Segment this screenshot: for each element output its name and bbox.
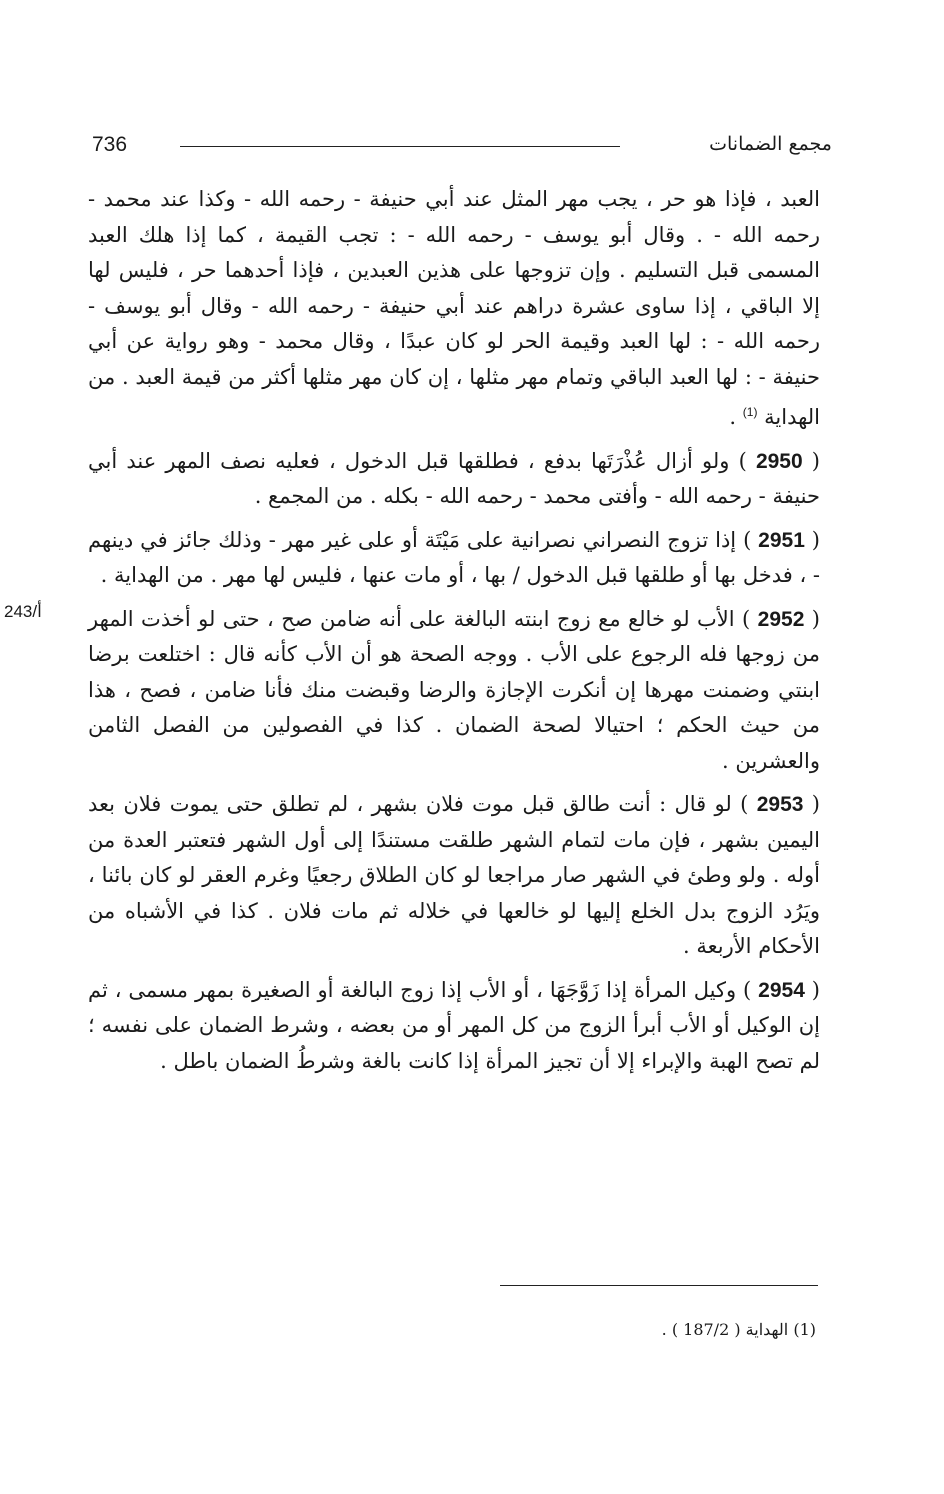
item-number: 2953	[756, 793, 804, 816]
page-header	[92, 133, 832, 173]
paragraph-continuation	[88, 182, 820, 436]
footnote-rule	[500, 1285, 818, 1286]
main-text	[88, 182, 820, 1087]
footnote: (1) الهداية ( 187/2 ) .	[661, 1320, 816, 1339]
paragraph-text: العبد ، فإذا هو حر ، يجب مهر المثل عند أبي حنيفة - رحمه الله - وكذا عند محمد - رحمه الله - . وقال أبو يوسف - رحمه الله - : تجب القيمة ، كما إذا هلك العبد المسمى قبل التسليم . وإن تزوجها على هذين العبدين ، فإذا أحدهما حر ، فليس لها إلا الباقي ، إذا ساوى عشرة دراهم عند أبي حنيفة - رحمه الله - وقال أبو يوسف - رحمه الله - : لها العبد وقيمة الحر لو كان عبدًا ، وقال محمد - وهو رواية عن أبي حنيفة - : لها العبد الباقي وتمام مهر مثلها ، إن كان مهر مثلها أكثر من قيمة العبد . من الهداية	[88, 187, 820, 429]
paragraph-2950: ( 2950 ) ولو أزال عُذْرَتَها بدفع ، فطلقها قبل الدخول ، فعليه نصف المهر عند أبي حنيفة - رحمه الله - وأفتى محمد - رحمه الله - بكله . من المجمع .	[88, 448, 820, 508]
header-rule	[180, 146, 620, 147]
item-number: 2952	[757, 607, 805, 631]
item-number: 2951	[758, 528, 805, 552]
item-number: 2954	[758, 978, 805, 1002]
item-number: 2950	[755, 449, 803, 473]
running-title: مجمع الضمانات	[709, 133, 832, 155]
page-number: 736	[92, 133, 128, 156]
paragraph-2951: ( 2951 ) إذا تزوج النصراني نصرانية على مَيْتَة أو على غير مهر - وذلك جائز في دينهم - ، فدخل بها أو طلقها قبل الدخول / بها ، أو مات عنها ، فليس لها مهر . من الهداية .	[88, 527, 820, 587]
paragraph-text: لو قال : أنت طالق قبل موت فلان بشهر ، لم تطلق حتى يموت فلان بعد اليمين بشهر ، فإن مات لتمام الشهر طلقت مستندًا إلى أول الشهر فتعتبر العدة من أوله . ولو وطئ في الشهر صار مراجعا لو كان الطلاق رجعيًا وغرم العقر لو كان بائنا ، ويَرُد الزوج بدل الخلع إليها لو خالعها في خلاله ثم مات فلان . كذا في الأشباه من الأحكام الأربعة .	[88, 792, 820, 958]
footnote-reference: (1)	[742, 405, 758, 419]
paragraph-tail: .	[729, 405, 743, 429]
paragraph-2954: ( 2954 ) وكيل المرأة إذا زَوَّجَهَا ، أو الأب إذا زوج البالغة أو الصغيرة بمهر مسمى ، ثم إن الوكيل أو الأب أبرأ الزوج من كل المهر أو من بعضه ، وشرط الضمان على نفسه ؛ لم تصح الهبة والإبراء إلا أن تجيز المرأة إذا كانت بالغة وشرطُ الضمان باطل .	[88, 977, 820, 1073]
manuscript-folio-note: 243/أ	[4, 602, 42, 621]
paragraph-text: ولو أزال عُذْرَتَها بدفع ، فطلقها قبل الدخول ، فعليه نصف المهر عند أبي حنيفة - رحمه الله - وأفتى محمد - رحمه الله - بكله . من المجمع .	[88, 448, 820, 508]
paragraph-text: الأب لو خالع مع زوج ابنته البالغة على أنه ضامن صح ، حتى لو أخذت المهر من زوجها فله الرجوع على الأب . ووجه الصحة هو أن الأب كأنه قال : اختلعت برضا ابنتي وضمنت مهرها إن أنكرت الإجازة والرضا وقبضت منك فأنا ضامن ، فصح ، هذا من حيث الحكم ؛ احتيالا لصحة الضمان . كذا في الفصولين من الفصل الثامن والعشرين .	[88, 606, 820, 773]
paragraph-2952: ( 2952 ) الأب لو خالع مع زوج ابنته البالغة على أنه ضامن صح ، حتى لو أخذت المهر من زوجها فله الرجوع على الأب . ووجه الصحة هو أن الأب كأنه قال : اختلعت برضا ابنتي وضمنت مهرها إن أنكرت الإجازة والرضا وقبضت منك فأنا ضامن ، فصح ، هذا من حيث الحكم ؛ احتيالا لصحة الضمان . كذا في الفصولين من الفصل الثامن والعشرين .	[88, 606, 821, 773]
paragraph-2953: ( 2953 ) لو قال : أنت طالق قبل موت فلان بشهر ، لم تطلق حتى يموت فلان بعد اليمين بشهر ، فإن مات لتمام الشهر طلقت مستندًا إلى أول الشهر فتعتبر العدة من أوله . ولو وطئ في الشهر صار مراجعا لو كان الطلاق رجعيًا وغرم العقر لو كان بائنا ، ويَرُد الزوج بدل الخلع إليها لو خالعها في خلاله ثم مات فلان . كذا في الأشباه من الأحكام الأربعة .	[88, 792, 821, 958]
paragraph-text: إذا تزوج النصراني نصرانية على مَيْتَة أو على غير مهر - وذلك جائز في دينهم - ، فدخل بها أو طلقها قبل الدخول / بها ، أو مات عنها ، فليس لها مهر . من الهداية .	[88, 527, 820, 587]
paragraph-text: وكيل المرأة إذا زَوَّجَهَا ، أو الأب إذا زوج البالغة أو الصغيرة بمهر مسمى ، ثم إن الوكيل أو الأب أبرأ الزوج من كل المهر أو من بعضه ، وشرط الضمان على نفسه ؛ لم تصح الهبة والإبراء إلا أن تجيز المرأة إذا كانت بالغة وشرطُ الضمان باطل .	[88, 977, 820, 1073]
